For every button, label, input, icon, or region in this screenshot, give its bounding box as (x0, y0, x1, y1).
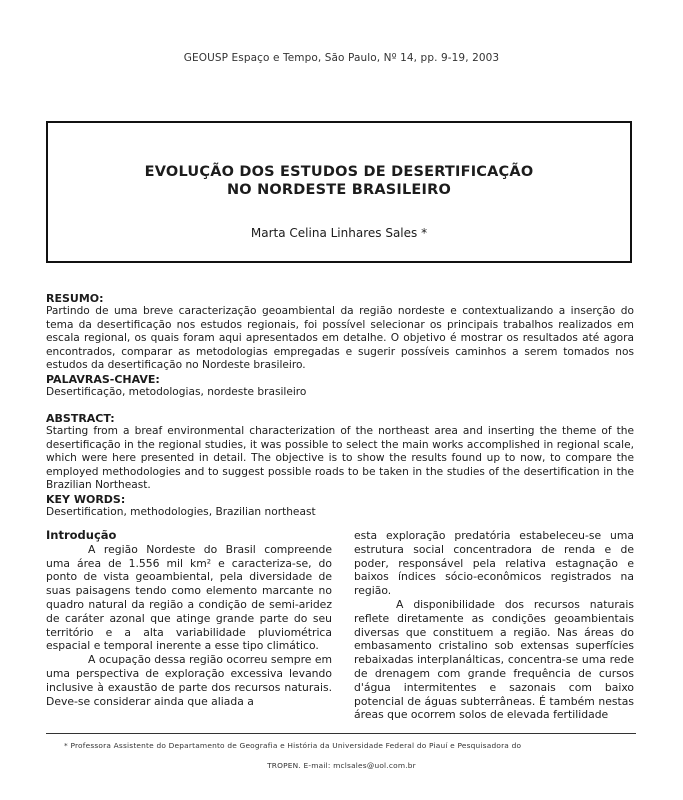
palavras-chave-heading: PALAVRAS-CHAVE: (46, 372, 160, 386)
resumo-heading: RESUMO: (46, 292, 104, 305)
left-paragraph-2: A ocupação dessa região ocorreu sempre em uma perspectiva de exploração excessiva levando inclusive à exaustão de parte dos recursos naturais. Deve-se considerar ainda que aliada a (46, 653, 332, 708)
title-line-1: EVOLUÇÃO DOS ESTUDOS DE DESERTIFICAÇÃO (144, 164, 534, 180)
left-paragraph-1: A região Nordeste do Brasil compreende uma área de 1.556 mil km² e caracteriza-se, do ponto de vista geoambiental, pela diversidade de suas paisagens tendo como elemento marcante no quadro natural da região a condição de semi-aridez de caráter azonal que atinge grande parte do seu território e a alta variabilidade pluviométrica espacial e temporal inerente a esse tipo climático. (46, 542, 332, 653)
palavras-chave-text: Desertificação, metodologias, nordeste brasileiro (46, 385, 307, 398)
abstract-section (46, 412, 634, 519)
intro-heading: Introdução (46, 528, 117, 542)
abstract-text: Starting from a breaf environmental characterization of the northeast area and inserting the theme of the desertificação in the regional studies, it was possible to select the main works accomplished in regional scale, which were here presented in detail. The objective is to show the results found up to now, to compare the employed methodologies and to suggest possible roads to be taken in the studies of the desertification in the Brazilian Northeast. (46, 425, 634, 491)
key-words-heading: KEY WORDS: (46, 492, 126, 506)
resumo-section (46, 292, 634, 399)
key-words-text: Desertification, methodologies, Brazilian northeast (46, 505, 316, 518)
article-title (48, 163, 630, 199)
title-line-2: NO NORDESTE BRASILEIRO (226, 182, 452, 198)
left-column (46, 529, 332, 708)
footnote-line-2: TROPEN. E-mail: mclsales@uol.com.br (267, 761, 416, 770)
running-header: GEOUSP Espaço e Tempo, São Paulo, Nº 14, pp. 9-19, 2003 (183, 52, 500, 64)
footnote-divider (46, 733, 636, 734)
title-box (46, 121, 632, 263)
abstract-heading: ABSTRACT: (46, 412, 115, 425)
right-paragraph-2: A disponibilidade dos recursos naturais reflete diretamente as condições geoambientais diversas que constituem a região. Nas áreas do embasamento cristalino sob extensas superfícies rebaixadas interplanálticas, concentra-se uma rede de drenagem com grande frequência de cursos d'água intermitentes e sazonais com baixo potencial de águas subterrâneas. É também nestas áreas que ocorrem solos de elevada fertilidade (354, 597, 634, 722)
right-column (354, 529, 634, 722)
author-name: Marta Celina Linhares Sales * (250, 226, 428, 240)
resumo-text: Partindo de uma breve caracterização geoambiental da região nordeste e contextualizando a inserção do tema da desertificação nos estudos regionais, foi possível selecionar os principais trabalhos realizados em escala regional, os quais foram aqui apresentados em detalhe. O objetivo é mostrar os resultados até agora encontrados, comparar as metodologias empregadas e sugerir possíveis caminhos a serem tomados nos estudos da desertificação no Nordeste brasileiro. (46, 305, 634, 371)
footnote-line-1: * Professora Assistente do Departamento de Geografia e História da Universidade Federal do Piauí e Pesquisadora do (64, 741, 522, 750)
right-paragraph-1: esta exploração predatória estabeleceu-se uma estrutura social concentradora de renda e de poder, responsável pela relativa estagnação e baixos índices sócio-econômicos registrados na região. (354, 529, 634, 598)
